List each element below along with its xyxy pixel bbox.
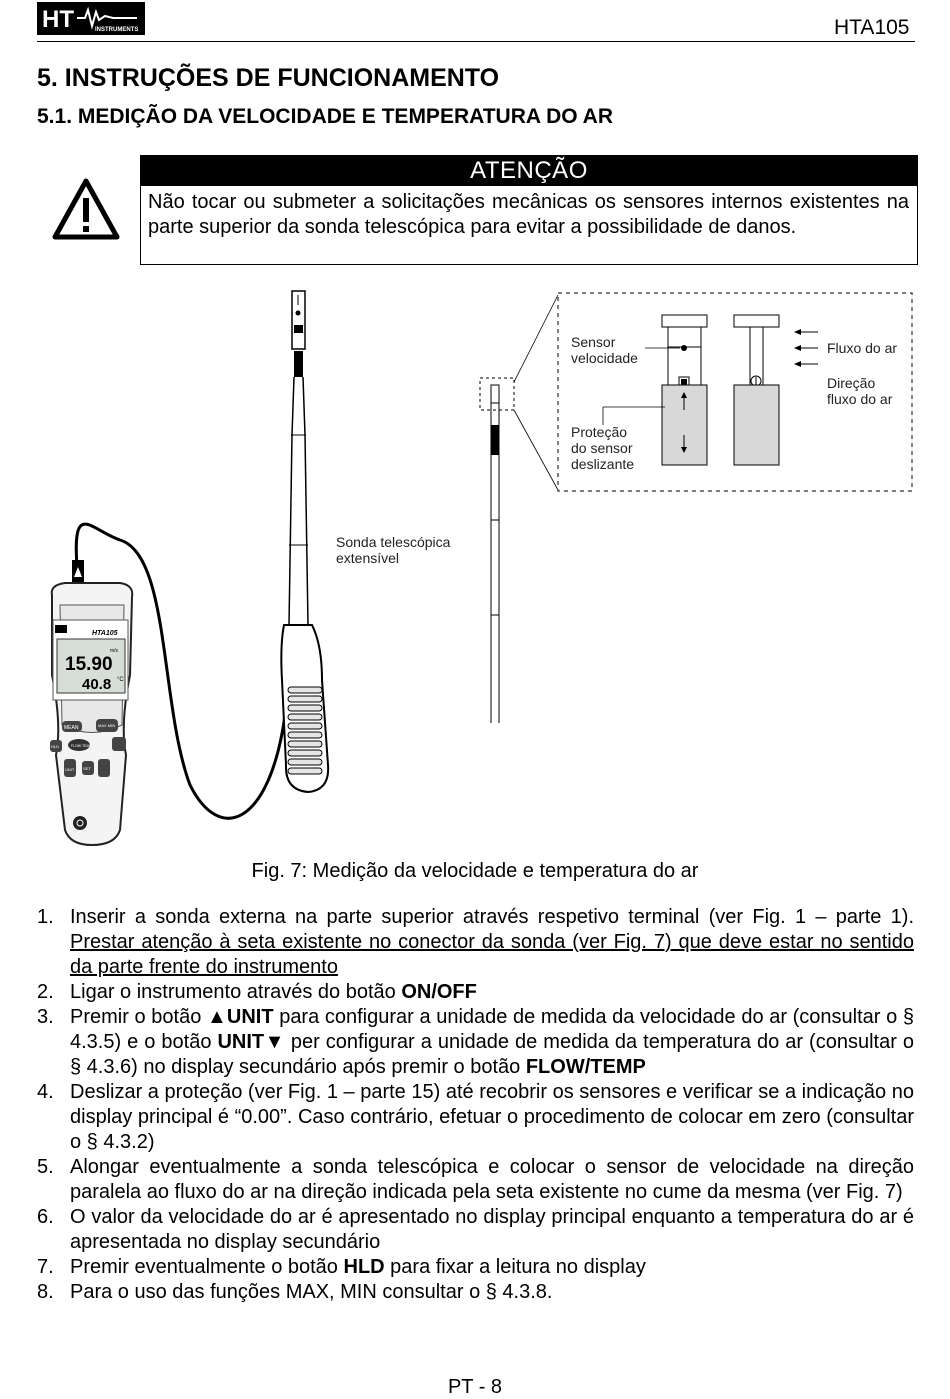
ht-instruments-logo <box>37 2 145 35</box>
display-main-reading: 15.90 <box>65 654 113 675</box>
model-name: HTA105 <box>834 16 910 39</box>
btn-set: SET <box>83 766 91 771</box>
logo-subtext: INSTRUMENTS <box>95 27 139 33</box>
btn-max-min: MAX MIN <box>98 723 116 728</box>
meter-device <box>50 583 132 845</box>
device-model: HTA105 <box>92 630 118 637</box>
label-probe-line1: Sonda telescópica <box>336 534 451 550</box>
warning-icon <box>52 178 120 240</box>
subsection-title: 5.1. MEDIÇÃO DA VELOCIDADE E TEMPERATURA DO AR <box>37 105 613 128</box>
telescopic-probe <box>281 291 328 792</box>
sensor-zoom-box <box>558 293 912 491</box>
label-sensor-line2: velocidade <box>571 350 638 366</box>
page-number: PT - 8 <box>447 1376 503 1398</box>
btn-hld: HLD <box>51 744 60 749</box>
step-4: 4. Deslizar a proteção (ver Fig. 1 – parte 15) até recobrir os sensores e verificar se a indicação no display principal é “0.00”. Caso contrário, efetuar o procedimento de colocar em zero (consultar o § 4.3.2) <box>37 1081 914 1153</box>
label-direction-line1: Direção <box>827 375 876 391</box>
step-8: 8. Para o uso das funções MAX, MIN consultar o § 4.3.8. <box>37 1281 553 1303</box>
small-probe-detail <box>480 295 558 723</box>
step-3: 3. Premir o botão ▲UNIT para configurar a unidade de medida da velocidade do ar (consultar o § 4.3.5) e o botão UNIT▼ per configurar a unidade de medida da temperatura do ar (consultar o § 4.3.6) no display secundário após premir o botão FLOW/TEMP <box>37 1006 914 1078</box>
label-probe-line2: extensível <box>336 550 400 566</box>
btn-flow-temp: FLOW TEMP <box>71 744 92 748</box>
display-secondary-unit: °C <box>117 677 124 683</box>
step-5: 5. Alongar eventualmente a sonda telescópica e colocar o sensor de velocidade na direção paralela ao fluxo do ar na direção indicada pela seta existente no cume da mesma (ver Fig. 7) <box>37 1156 914 1203</box>
step-6: 6. O valor da velocidade do ar é apresentado no display principal enquanto a temperatura do ar é apresentada no display secundário <box>37 1206 914 1253</box>
attention-title: ATENÇÃO <box>141 156 917 186</box>
logo-text: HT <box>42 6 74 33</box>
label-sensor-line1: Sensor <box>571 334 616 350</box>
figure-7 <box>30 285 920 855</box>
figure-caption: Fig. 7: Medição da velocidade e temperatura do ar <box>251 860 699 882</box>
step-1: 1. Inserir a sonda externa na parte superior através respetivo terminal (ver Fig. 1 – parte 1). Prestar atenção à seta existente no conector da sonda (ver Fig. 7) que deve estar no sentido da parte frente do instrumento <box>37 906 914 978</box>
btn-unit: UNIT <box>65 767 75 772</box>
display-main-unit: m/s <box>110 648 119 654</box>
attention-box <box>140 155 918 265</box>
label-flow: Fluxo do ar <box>827 340 898 356</box>
step-2: 2. Ligar o instrumento através do botão ON/OFF <box>37 981 477 1003</box>
header-rule <box>37 41 915 42</box>
label-direction-line2: fluxo do ar <box>827 391 893 407</box>
display-secondary-reading: 40.8 <box>82 676 112 693</box>
label-protection-line3: deslizante <box>571 456 635 472</box>
attention-text: Não tocar ou submeter a solicitações mecânicas os sensores internos existentes na parte superior da sonda telescópica para evitar a possibilidade de danos. <box>148 191 909 238</box>
btn-mean: MEAN <box>64 725 79 731</box>
section-title: 5. INSTRUÇÕES DE FUNCIONAMENTO <box>37 64 500 92</box>
step-7: 7. Premir eventualmente o botão HLD para fixar a leitura no display <box>37 1256 646 1278</box>
instruction-steps <box>37 905 914 1305</box>
label-protection-line1: Proteção <box>571 424 628 440</box>
label-protection-line2: do sensor <box>571 440 633 456</box>
